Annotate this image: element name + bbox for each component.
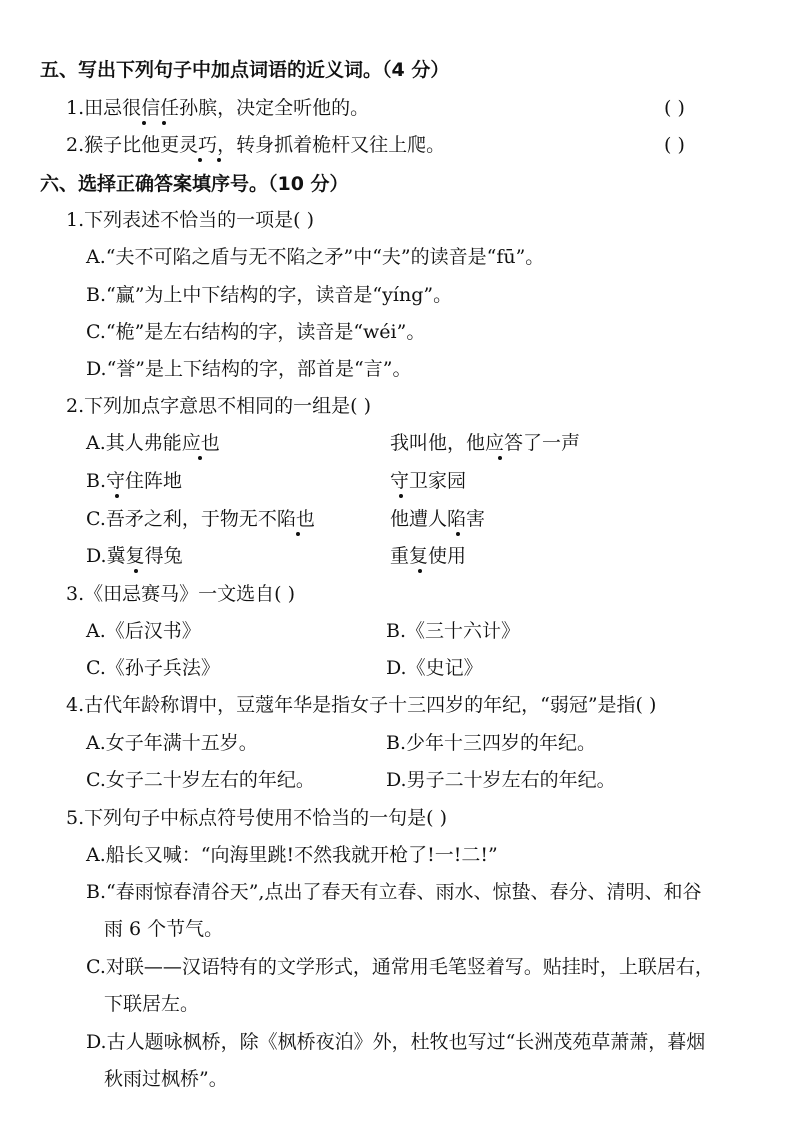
emphasis-dot (134, 569, 138, 573)
section5-question-2: 2.猴子比他更灵巧，转身抓着桅杆又往上爬。 (66, 134, 446, 156)
question-1-option-d: D.“誉”是上下结构的字，部首是“言”。 (86, 358, 412, 380)
question-3-stem: 3.《田忌赛马》一文选自( ) (66, 583, 295, 605)
section5-question-1: 1.田忌很信任孙膑，决定全听他的。 (66, 97, 370, 119)
question-2-option-a-right: 我叫他，他应答了一声 (390, 432, 581, 454)
question-2-option-c-right: 他遭人陷害 (390, 508, 486, 530)
answer-blank-1[interactable]: ( ) (664, 97, 685, 119)
question-4-stem: 4.古代年龄称谓中，豆蔻年华是指女子十三四岁的年纪，“弱冠”是指( ) (66, 694, 657, 716)
question-4-option-c: C.女子二十岁左右的年纪。 (86, 769, 315, 791)
question-5-option-d-line2: 秋雨过枫桥”。 (104, 1068, 228, 1090)
question-2-option-c-left: C.吾矛之利，于物无不陷也 (86, 508, 315, 530)
emphasis-dot (296, 532, 300, 536)
question-5-option-c-line1: C.对联——汉语特有的文学形式，通常用毛笔竖着写。贴挂时，上联居右， (86, 956, 714, 978)
question-2-option-b-right: 守卫家园 (390, 470, 467, 492)
question-2-option-b-left: B.守住阵地 (86, 470, 183, 492)
question-5-option-c-line2: 下联居左。 (104, 993, 200, 1015)
emphasis-dot (115, 494, 119, 498)
emphasis-dot (142, 121, 146, 125)
answer-blank-2[interactable]: ( ) (664, 134, 685, 156)
question-1-stem: 1.下列表述不恰当的一项是( ) (66, 209, 314, 231)
emphasis-dot (418, 569, 422, 573)
emphasis-dot (498, 456, 502, 460)
question-5-option-b-line2: 雨 6 个节气。 (104, 918, 224, 940)
section5-heading: 五、写出下列句子中加点词语的近义词。（4 分） (40, 59, 450, 81)
question-1-option-b: B.“赢”为上中下结构的字，读音是“yíng”。 (86, 284, 453, 306)
emphasis-dot (456, 532, 460, 536)
question-3-option-c: C.《孙子兵法》 (86, 657, 220, 679)
emphasis-dot (162, 121, 166, 125)
question-3-option-b: B.《三十六计》 (386, 620, 521, 642)
question-4-option-a: A.女子年满十五岁。 (86, 732, 258, 754)
question-3-option-a: A.《后汉书》 (86, 620, 201, 642)
question-2-option-a-left: A.其人弗能应也 (86, 432, 220, 454)
question-3-option-d: D.《史记》 (386, 657, 483, 679)
question-5-stem: 5.下列句子中标点符号使用不恰当的一句是( ) (66, 807, 447, 829)
question-4-option-b: B.少年十三四岁的年纪。 (386, 732, 597, 754)
question-4-option-d: D.男子二十岁左右的年纪。 (386, 769, 616, 791)
question-5-option-a: A.船长又喊：“向海里跳!不然我就开枪了!一!二!” (86, 844, 498, 866)
emphasis-dot (198, 456, 202, 460)
question-1-option-a: A.“夫不可陷之盾与无不陷之矛”中“夫”的读音是“fū”。 (86, 246, 545, 268)
question-5-option-d-line1: D.古人题咏枫桥，除《枫桥夜泊》外，杜牧也写过“长洲茂苑草萧萧，暮烟 (86, 1031, 706, 1053)
question-2-stem: 2.下列加点字意思不相同的一组是( ) (66, 395, 371, 417)
question-2-option-d-left: D.冀复得兔 (86, 545, 183, 567)
emphasis-dot (198, 158, 202, 162)
question-2-option-d-right: 重复使用 (390, 545, 467, 567)
question-5-option-b-line1: B.“春雨惊春清谷天”,点出了春天有立春、雨水、惊蛰、春分、清明、和谷 (86, 881, 702, 903)
emphasis-dot (217, 158, 221, 162)
question-1-option-c: C.“桅”是左右结构的字，读音是“wéi”。 (86, 321, 426, 343)
section6-heading: 六、选择正确答案填序号。（10 分） (40, 173, 349, 195)
emphasis-dot (399, 494, 403, 498)
